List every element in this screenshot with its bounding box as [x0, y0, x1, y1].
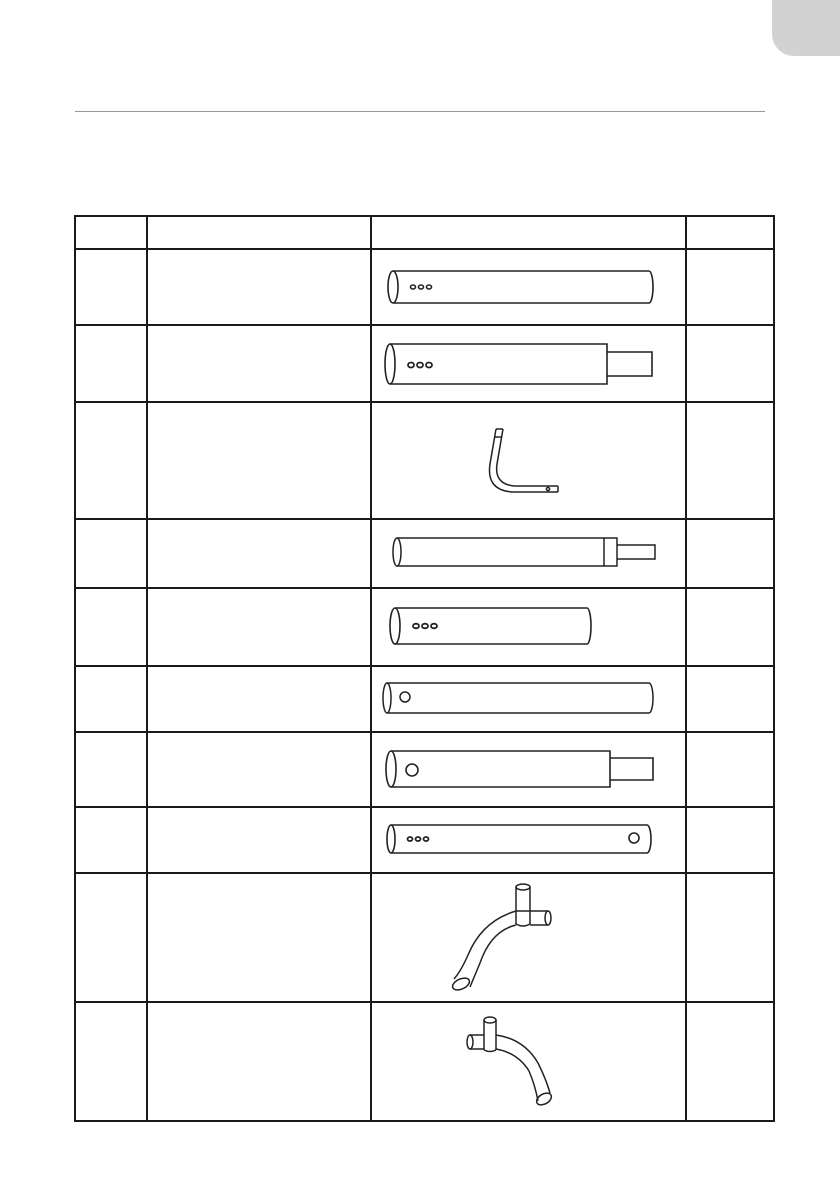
- part-number: [75, 249, 147, 325]
- bent-rod-icon: [372, 404, 685, 517]
- part-name: [147, 402, 371, 520]
- part-number: [75, 666, 147, 732]
- part-quantity: [686, 249, 774, 325]
- part-image: [371, 588, 686, 666]
- part-name: [147, 873, 371, 1003]
- table-row: [75, 666, 774, 732]
- header-no: [75, 216, 147, 249]
- part-quantity: [686, 1002, 774, 1121]
- part-name: [147, 325, 371, 401]
- table-header-row: [75, 216, 774, 249]
- parts-table: [74, 215, 775, 1122]
- part-image: [371, 807, 686, 873]
- table-row: [75, 519, 774, 587]
- tube-with-three-holes-and-reducer-icon: [372, 328, 685, 400]
- curved-t-connector-right-icon: [372, 1005, 685, 1119]
- part-name: [147, 588, 371, 666]
- part-name: [147, 249, 371, 325]
- part-number: [75, 732, 147, 806]
- part-quantity: [686, 807, 774, 873]
- curved-t-connector-left-icon: [372, 875, 685, 1000]
- table-row: [75, 325, 774, 401]
- header-image: [371, 216, 686, 249]
- tube-with-one-hole-icon: [372, 668, 685, 730]
- table-row: [75, 873, 774, 1003]
- part-number: [75, 519, 147, 587]
- part-image: [371, 249, 686, 325]
- part-quantity: [686, 873, 774, 1003]
- part-image: [371, 666, 686, 732]
- tube-with-hole-and-reducer-icon: [372, 734, 685, 804]
- part-number: [75, 588, 147, 666]
- part-number: [75, 807, 147, 873]
- short-tube-with-three-holes-icon: [372, 590, 685, 664]
- long-tube-with-reducer-icon: [372, 521, 685, 585]
- page-tab-marker: [772, 0, 840, 56]
- part-name: [147, 807, 371, 873]
- part-image: [371, 732, 686, 806]
- part-number: [75, 325, 147, 401]
- part-name: [147, 666, 371, 732]
- part-name: [147, 732, 371, 806]
- table-row: [75, 1002, 774, 1121]
- tube-with-holes-both-ends-icon: [372, 809, 685, 871]
- part-image: [371, 1002, 686, 1121]
- part-number: [75, 402, 147, 520]
- part-image: [371, 873, 686, 1003]
- part-image: [371, 325, 686, 401]
- part-name: [147, 519, 371, 587]
- table-row: [75, 732, 774, 806]
- part-quantity: [686, 325, 774, 401]
- part-quantity: [686, 666, 774, 732]
- header-rule: [75, 111, 765, 112]
- part-quantity: [686, 588, 774, 666]
- part-quantity: [686, 402, 774, 520]
- table-row: [75, 402, 774, 520]
- part-quantity: [686, 519, 774, 587]
- part-image: [371, 519, 686, 587]
- table-row: [75, 588, 774, 666]
- part-number: [75, 873, 147, 1003]
- tube-with-three-holes-icon: [372, 251, 685, 323]
- table-row: [75, 807, 774, 873]
- part-name: [147, 1002, 371, 1121]
- table-row: [75, 249, 774, 325]
- header-qty: [686, 216, 774, 249]
- part-number: [75, 1002, 147, 1121]
- header-name: [147, 216, 371, 249]
- part-image: [371, 402, 686, 520]
- part-quantity: [686, 732, 774, 806]
